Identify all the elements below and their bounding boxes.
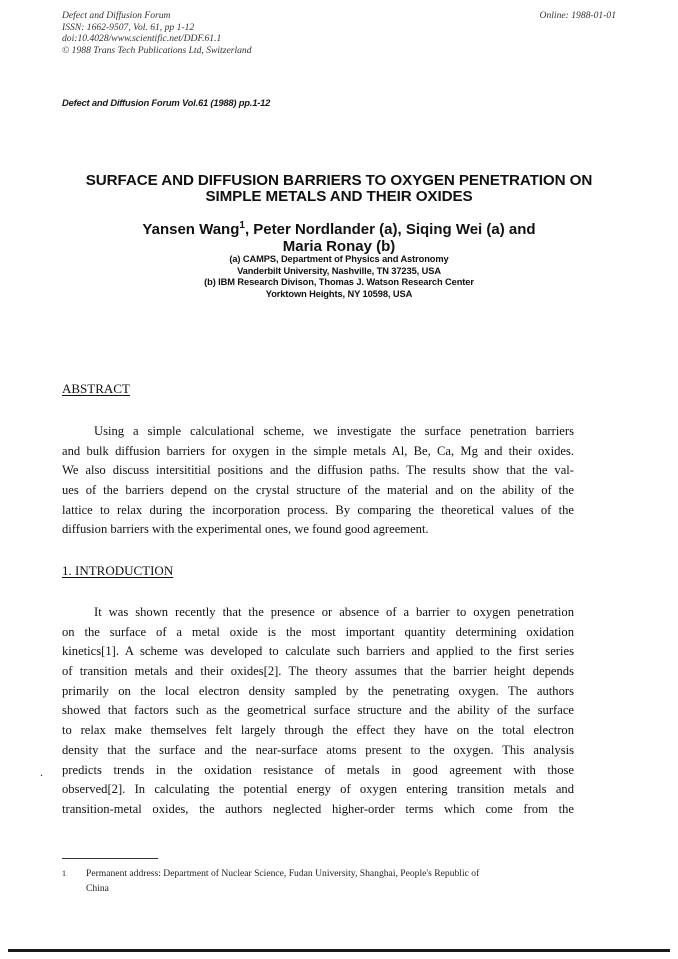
paper-title: [40, 173, 638, 205]
text-line: Using a simple calculational scheme, we investigate the surface penetration barriers: [94, 424, 574, 438]
meta-issn: ISSN: 1662-9507, Vol. 61, pp 1-12: [62, 21, 195, 33]
footnote: [62, 866, 574, 896]
text-line: transition-metal oxides, the authors neglected higher-order terms which come from the: [62, 801, 574, 816]
title-line-2: SIMPLE METALS AND THEIR OXIDES: [205, 188, 473, 205]
text-line: to relax make themselves felt largely through the effect they have on the total electron: [62, 723, 574, 738]
introduction-heading: 1. INTRODUCTION: [62, 563, 174, 578]
footnote-marker: 1: [62, 869, 66, 878]
text-line: primarily on the local electron density sampled by the penetrating oxygen. The authors: [62, 683, 574, 698]
footnote-line-2: China: [86, 883, 109, 894]
abstract-body: [62, 422, 574, 540]
meta-journal: Defect and Diffusion Forum: [62, 10, 171, 21]
affiliation-line: Yorktown Heights, NY 10598, USA: [265, 288, 413, 299]
author-rest: , Peter Nordlander (a), Siqing Wei (a) and: [244, 221, 536, 238]
text-line: on the surface of a metal oxide is the most important quantity determining oxidation: [62, 624, 574, 639]
affiliation-line: (b) IBM Research Divison, Thomas J. Watson Research Center: [204, 277, 474, 288]
footnote-separator: [62, 858, 158, 859]
text-line: ues of the barriers depend on the crystal structure of the material and on the ability of the: [62, 483, 574, 498]
text-line: showed that factors such as the geometrical surface structure and the ability of the surface: [62, 703, 574, 718]
meta-doi: doi:10.4028/www.scientific.net/DDF.61.1: [62, 33, 222, 45]
text-line: It was shown recently that the presence or absence of a barrier to oxygen penetration: [94, 605, 574, 619]
authors-line-1: [40, 218, 638, 239]
text-line: lattice to relax during the incorporation process. By comparing the theoretical values of the: [62, 502, 574, 517]
text-line: observed[2]. In calculating the potential energy of oxygen entering transition metals and: [62, 782, 574, 797]
text-line: We also discuss intersititial positions and the diffusion paths. The results show that the val-: [62, 463, 574, 478]
text-line: of transition metals and their oxides[2]. The theory assumes that the barrier height depends: [62, 664, 574, 679]
author-footnote-mark: 1: [239, 220, 245, 231]
text-line: diffusion barriers with the experimental ones, we found good agreement.: [62, 522, 429, 537]
introduction-body: [62, 603, 574, 820]
journal-reference: Defect and Diffusion Forum Vol.61 (1988) pp.1-12: [62, 97, 271, 108]
affiliations: [40, 254, 638, 300]
meta-copyright: © 1988 Trans Tech Publications Ltd, Switzerland: [62, 44, 252, 56]
footnote-text: Permanent address: Department of Nuclear Science, Fudan University, Shanghai, People's Republic of: [86, 868, 480, 879]
abstract-heading: ABSTRACT: [62, 381, 130, 396]
text-line: density that the surface and the near-surface atoms present to the oxygen. This analysis: [62, 742, 574, 757]
text-line: and bulk diffusion barriers for oxygen in the simple metals Al, Be, Ca, Mg and their oxides.: [62, 443, 574, 458]
affiliation-line: Vanderbilt University, Nashville, TN 37235, USA: [237, 265, 441, 276]
text-line: kinetics[1]. A scheme was developed to calculate such barriers and applied to the first series: [62, 644, 574, 659]
margin-mark: .: [40, 765, 43, 779]
footnote-line-1: [62, 866, 574, 881]
authors-line-2: Maria Ronay (b): [282, 237, 396, 255]
publication-metadata: [62, 10, 252, 56]
page-bottom-rule: [8, 949, 670, 952]
affiliation-line: (a) CAMPS, Department of Physics and Astronomy: [229, 254, 449, 264]
online-date: Online: 1988-01-01: [539, 10, 616, 21]
title-line-1: SURFACE AND DIFFUSION BARRIERS TO OXYGEN PENETRATION ON: [85, 172, 593, 189]
author-first: Yansen Wang: [142, 221, 240, 238]
text-line: predicts trends in the oxidation resistance of metals in good agreement with those: [62, 762, 574, 777]
author-list: [40, 218, 638, 255]
